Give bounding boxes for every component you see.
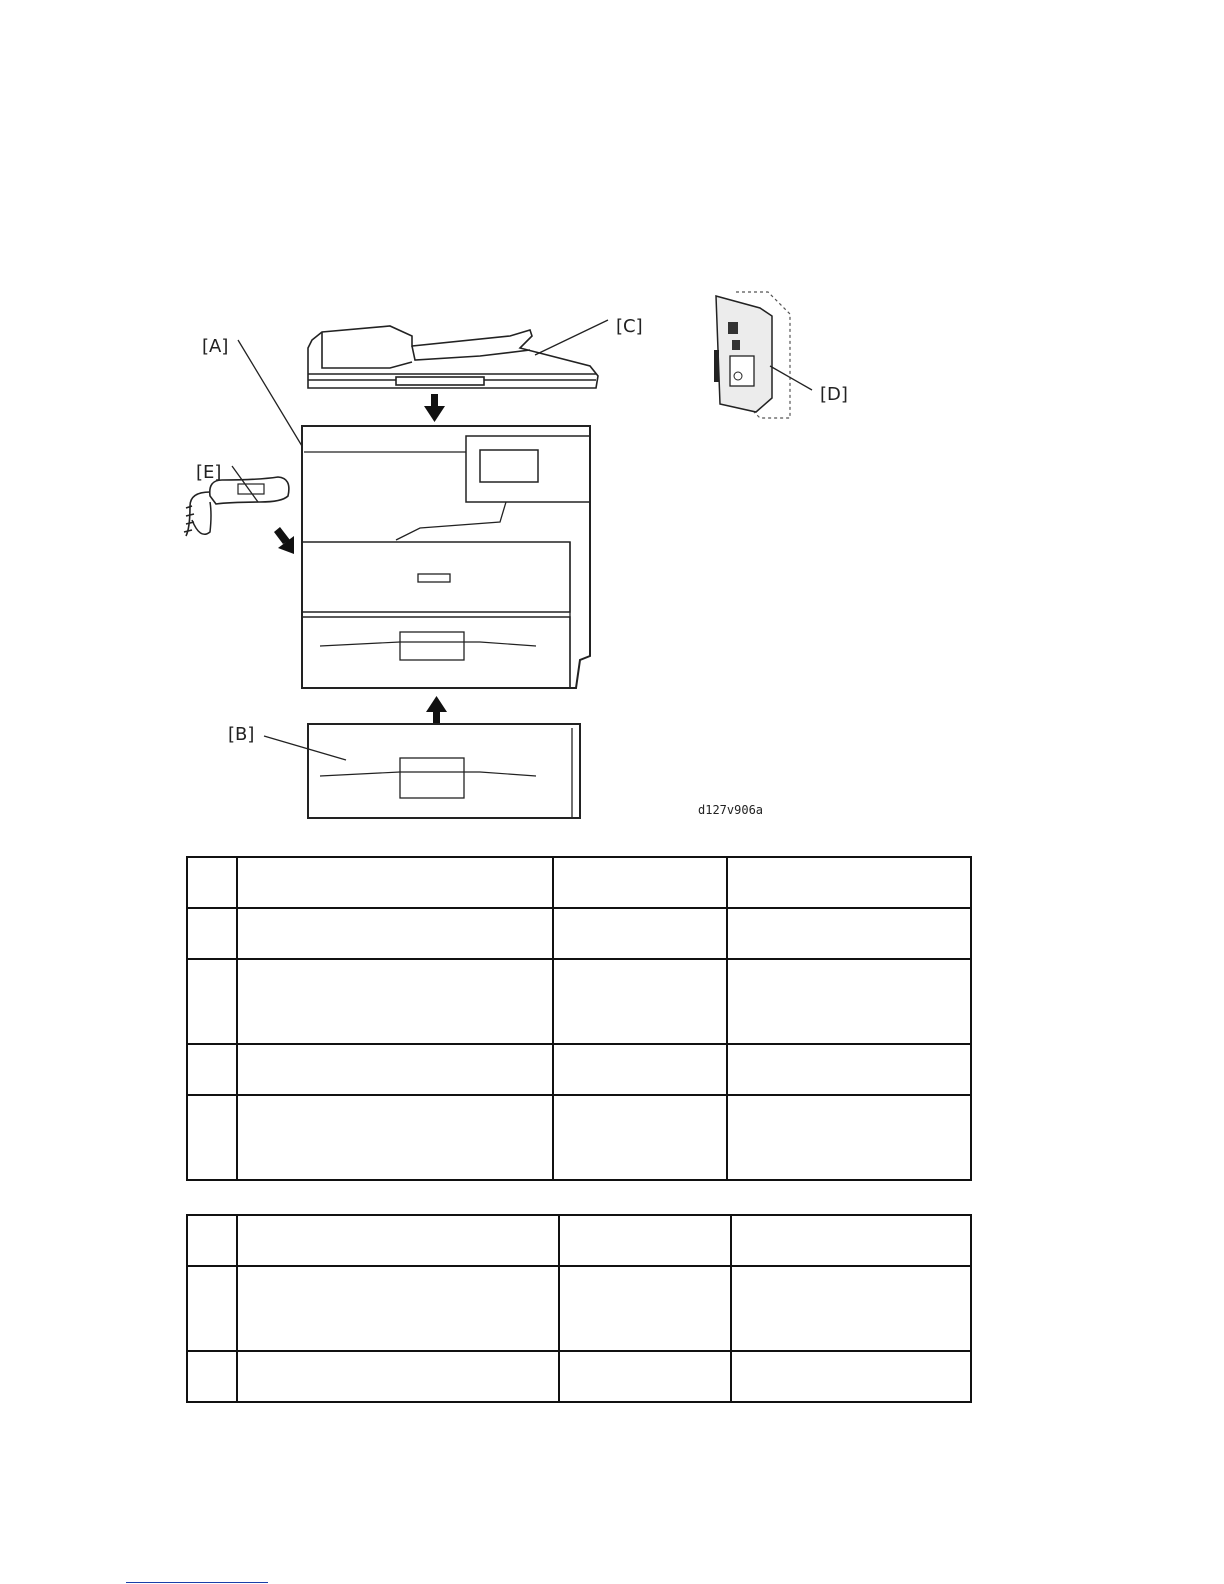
table-cell [727, 1095, 971, 1180]
table-row [187, 959, 971, 1044]
table-cell [237, 1215, 559, 1266]
table-cell [731, 1266, 971, 1351]
parts-table-2 [186, 1214, 972, 1403]
table-cell [553, 959, 727, 1044]
table-cell [187, 1044, 237, 1095]
table-cell [727, 908, 971, 959]
table-cell [553, 1095, 727, 1180]
table-cell [237, 959, 553, 1044]
table-row [187, 1351, 971, 1402]
table-cell [237, 1044, 553, 1095]
table-cell [727, 959, 971, 1044]
callout-d: [D] [820, 384, 848, 405]
table-cell [727, 857, 971, 908]
table-cell [559, 1215, 731, 1266]
table-cell [237, 1351, 559, 1402]
table-row [187, 1095, 971, 1180]
table-cell [187, 1351, 237, 1402]
table-cell [187, 1266, 237, 1351]
table-row [187, 908, 971, 959]
table-cell [187, 1095, 237, 1180]
callout-a-group [202, 336, 308, 456]
table-cell [559, 1266, 731, 1351]
table-cell [237, 908, 553, 959]
table-cell [187, 908, 237, 959]
paper-tray-unit [228, 724, 580, 818]
diagonal-arrow-icon [274, 527, 294, 554]
board-unit [714, 292, 848, 418]
callout-b: [B] [228, 724, 255, 745]
table-cell [237, 1095, 553, 1180]
table-cell [731, 1215, 971, 1266]
up-arrow-icon [426, 696, 447, 724]
table-row [187, 1044, 971, 1095]
down-arrow-icon [424, 394, 445, 422]
table-cell [187, 857, 237, 908]
figure-drawing [150, 270, 890, 830]
callout-e: [E] [196, 462, 222, 483]
callout-c: [C] [616, 316, 643, 337]
table-row [187, 1266, 971, 1351]
parts-table-1 [186, 856, 972, 1181]
callout-c-group [535, 316, 643, 355]
table-cell [187, 1215, 237, 1266]
table-row [187, 1215, 971, 1266]
callout-a: [A] [202, 336, 229, 357]
handset-group [184, 462, 294, 554]
table-cell [731, 1351, 971, 1402]
table-cell [553, 1044, 727, 1095]
table-cell [553, 857, 727, 908]
ardf-unit [308, 326, 598, 388]
footer-link-underline [126, 1582, 268, 1583]
table-cell [553, 908, 727, 959]
table-cell [237, 857, 553, 908]
table-cell [237, 1266, 559, 1351]
main-machine [302, 426, 590, 688]
figure-id: d127v906a [698, 803, 764, 817]
table-cell [559, 1351, 731, 1402]
table-row [187, 857, 971, 908]
table-cell [187, 959, 237, 1044]
table-cell [727, 1044, 971, 1095]
installation-figure [150, 270, 890, 830]
